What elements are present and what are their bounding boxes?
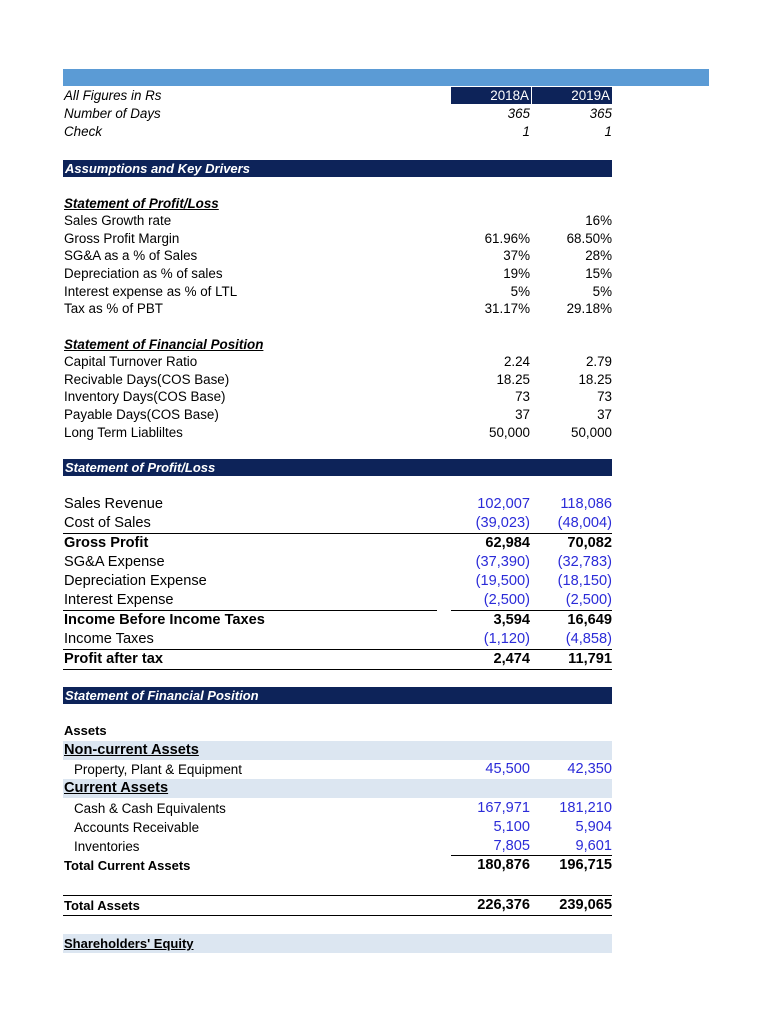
row-label: Sales Revenue: [64, 496, 163, 512]
row-label: Payable Days(COS Base): [64, 407, 219, 422]
value-2018: (1,120): [483, 631, 530, 647]
value-2019: 2.79: [585, 354, 612, 369]
row-label: Total Assets: [64, 898, 140, 913]
assumptions-pl-subheader[interactable]: [63, 195, 612, 212]
subheader-label: Statement of Profit/Loss: [64, 196, 219, 211]
assumption-row[interactable]: [63, 371, 612, 388]
row-label: Accounts Receivable: [74, 820, 200, 835]
value-2019: 9,601: [575, 838, 612, 854]
value-2019: 1: [604, 124, 612, 139]
value-2018: 102,007: [477, 496, 530, 512]
value-2018: 45,500: [485, 761, 530, 777]
assumption-row[interactable]: [63, 424, 612, 441]
row-label: Gross Profit Margin: [64, 231, 180, 246]
value-2019: 37: [597, 407, 612, 422]
row-label: Depreciation as % of sales: [64, 266, 223, 281]
value-2019: (48,004): [557, 515, 612, 531]
number-of-days-row[interactable]: [63, 105, 612, 122]
row-label: Depreciation Expense: [64, 573, 207, 589]
value-2019: 5,904: [575, 819, 612, 835]
row-label: Inventory Days(COS Base): [64, 389, 226, 404]
row-label: SG&A Expense: [64, 554, 165, 570]
row-label: Capital Turnover Ratio: [64, 354, 198, 369]
value-2018: (39,023): [475, 515, 530, 531]
value-2019: (32,783): [557, 554, 612, 570]
current-asset-row[interactable]: [63, 837, 612, 856]
row-label: Interest Expense: [64, 592, 174, 608]
value-2018: 19%: [503, 266, 530, 281]
value-2019: 16,649: [567, 612, 612, 628]
value-2018: 1: [522, 124, 530, 139]
top-color-bar: [63, 69, 709, 86]
section-title: Statement of Financial Position: [65, 688, 259, 703]
pl-row-depreciation-expense[interactable]: [63, 572, 612, 591]
non-current-assets-row[interactable]: [63, 741, 612, 760]
row-label: Total Current Assets: [64, 858, 191, 873]
section-title: Assumptions and Key Drivers: [65, 161, 250, 176]
value-2018: (37,390): [475, 554, 530, 570]
value-2018: 180,876: [477, 857, 530, 873]
row-label: Property, Plant & Equipment: [74, 762, 242, 777]
assumption-row[interactable]: [63, 388, 612, 405]
value-2019: 118,086: [560, 496, 612, 512]
assumption-row[interactable]: [63, 300, 612, 317]
value-2018: 37: [515, 407, 530, 422]
row-label: All Figures in Rs: [64, 88, 162, 103]
assumptions-section-header[interactable]: [63, 160, 612, 177]
value-2019: 42,350: [567, 761, 612, 777]
assets-label-row[interactable]: [63, 722, 612, 739]
current-assets-row[interactable]: [63, 779, 612, 798]
pl-row-income-taxes[interactable]: [63, 630, 612, 649]
profit-loss-section-header[interactable]: [63, 459, 612, 476]
value-2018: 62,984: [485, 535, 530, 551]
value-2019: (4,858): [565, 631, 612, 647]
total-assets-row[interactable]: [63, 895, 612, 916]
financial-position-section-header[interactable]: [63, 687, 612, 704]
assumption-row[interactable]: [63, 212, 612, 229]
section-title: Statement of Profit/Loss: [65, 460, 216, 475]
value-2018: 365: [507, 106, 530, 121]
value-2019: 239,065: [559, 897, 612, 913]
value-2018: 18.25: [496, 372, 530, 387]
current-asset-row[interactable]: [63, 799, 612, 818]
value-2019: 70,082: [567, 535, 612, 551]
value-2019: 29.18%: [566, 301, 612, 316]
value-2019: 5%: [592, 284, 612, 299]
row-label: Income Before Income Taxes: [64, 612, 265, 628]
row-label: Shareholders' Equity: [64, 936, 194, 951]
value-2019: 50,000: [571, 425, 612, 440]
row-label: Inventories: [74, 839, 140, 854]
ppe-row[interactable]: [63, 760, 612, 779]
value-2018: 2.24: [503, 354, 530, 369]
value-2018: 5,100: [493, 819, 530, 835]
value-2019: 18.25: [578, 372, 612, 387]
value-2019: (18,150): [557, 573, 612, 589]
value-2019: 16%: [585, 213, 612, 228]
row-label: Assets: [64, 723, 107, 738]
value-2018: 167,971: [477, 800, 530, 816]
row-label: Profit after tax: [64, 651, 163, 667]
value-2018: 73: [515, 389, 530, 404]
value-2018: 7,805: [493, 838, 530, 854]
year-header-2018[interactable]: 2018A: [451, 87, 531, 104]
pl-row-sales-revenue[interactable]: [63, 495, 612, 514]
row-label: Check: [64, 124, 102, 139]
subheader-label: Statement of Financial Position: [64, 337, 264, 352]
row-label: Recivable Days(COS Base): [64, 372, 230, 387]
pl-row-income-before-taxes[interactable]: [63, 611, 612, 630]
value-2019: 28%: [585, 248, 612, 263]
current-asset-row[interactable]: [63, 818, 612, 837]
value-2019: 365: [589, 106, 612, 121]
assumption-row[interactable]: [63, 247, 612, 264]
total-current-assets-row[interactable]: [63, 856, 612, 875]
value-2018: 3,594: [493, 612, 530, 628]
assumption-row[interactable]: [63, 265, 612, 282]
value-2019: 181,210: [559, 800, 612, 816]
value-2018: 37%: [503, 248, 530, 263]
pl-row-sga-expense[interactable]: [63, 553, 612, 572]
pl-row-gross-profit[interactable]: [63, 533, 612, 553]
check-row[interactable]: [63, 123, 612, 140]
value-2018: 2,474: [493, 651, 530, 667]
pl-row-cost-of-sales[interactable]: [63, 514, 612, 533]
pl-row-profit-after-tax[interactable]: [63, 649, 612, 670]
row-label: Gross Profit: [64, 535, 149, 551]
shareholders-equity-row[interactable]: [63, 934, 612, 953]
row-label: Long Term Liabliltes: [64, 425, 183, 440]
value-2018: (2,500): [483, 592, 530, 608]
assumption-row[interactable]: [63, 230, 612, 247]
assumption-row[interactable]: [63, 406, 612, 423]
value-2018: 226,376: [477, 897, 530, 913]
value-2018: (19,500): [475, 573, 530, 589]
row-label: Income Taxes: [64, 631, 154, 647]
value-2019: 196,715: [559, 857, 612, 873]
assumption-row[interactable]: [63, 353, 612, 370]
value-2018: 61.96%: [484, 231, 530, 246]
row-label: Sales Growth rate: [64, 213, 172, 228]
row-label: Interest expense as % of LTL: [64, 284, 238, 299]
all-figures-row[interactable]: [63, 87, 612, 104]
row-label: Non-current Assets: [64, 742, 199, 758]
assumption-row[interactable]: [63, 283, 612, 300]
assumptions-fp-subheader[interactable]: [63, 336, 612, 353]
value-2019: 68.50%: [566, 231, 612, 246]
row-label: Number of Days: [64, 106, 161, 121]
row-label: Tax as % of PBT: [64, 301, 163, 316]
value-2018: 5%: [510, 284, 530, 299]
value-2019: 11,791: [568, 651, 612, 667]
value-2018: 50,000: [489, 425, 530, 440]
row-label: Cash & Cash Equivalents: [74, 801, 226, 816]
value-2018: 31.17%: [484, 301, 530, 316]
value-2019: 15%: [585, 266, 612, 281]
pl-row-interest-expense[interactable]: [63, 591, 612, 610]
row-label: Cost of Sales: [64, 515, 151, 531]
value-2019: 73: [597, 389, 612, 404]
row-label: Current Assets: [64, 780, 169, 796]
year-header-2019[interactable]: 2019A: [532, 87, 612, 104]
value-2019: (2,500): [565, 592, 612, 608]
row-label: SG&A as a % of Sales: [64, 248, 198, 263]
